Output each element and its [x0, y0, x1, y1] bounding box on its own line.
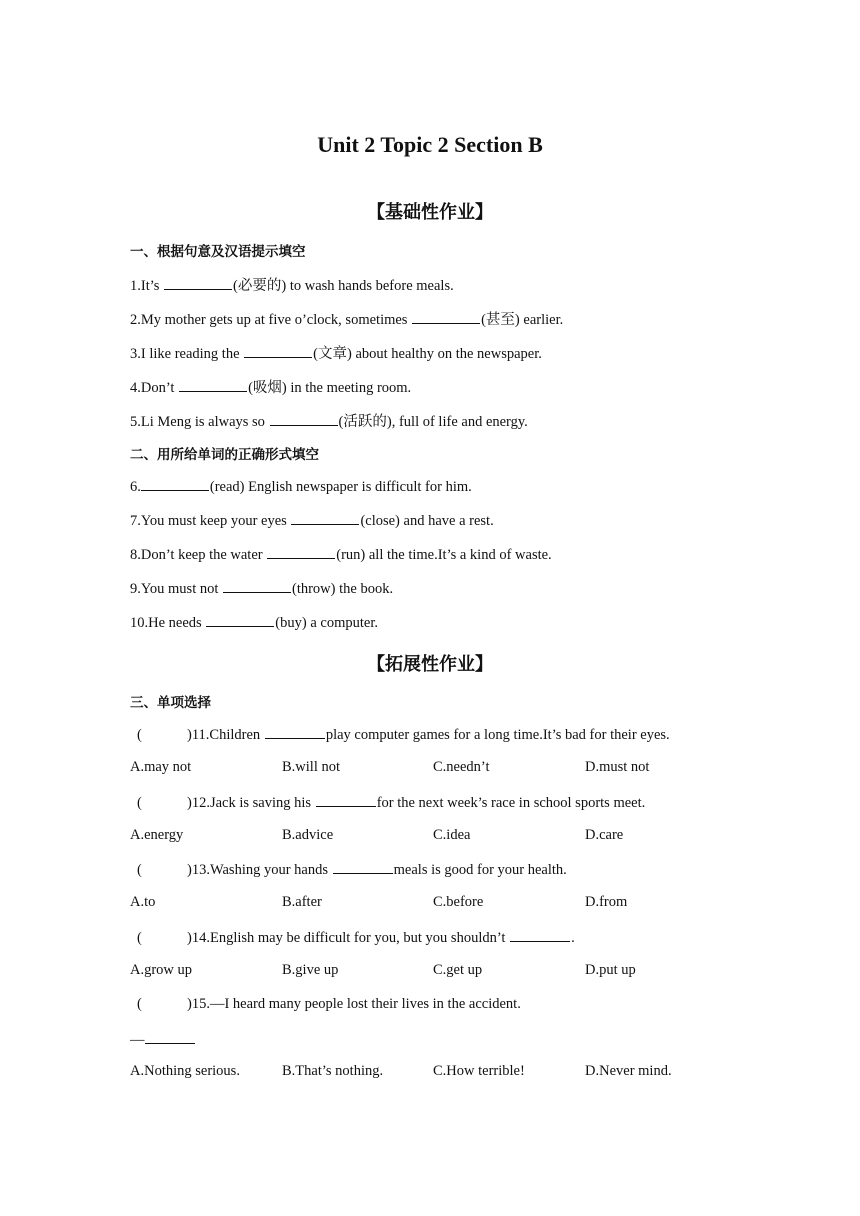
- fill-item-9: 9.You must not (throw) the book.: [130, 581, 394, 597]
- fill-item-5: 5.Li Meng is always so (活跃的), full of life and energy.: [130, 414, 528, 430]
- question-14: ( )14.English may be difficult for you, but you shouldn’t .: [137, 930, 575, 946]
- option-a[interactable]: A.Nothing serious.: [130, 1063, 240, 1079]
- question-15: ( )15.—I heard many people lost their lives in the accident.: [137, 996, 521, 1012]
- answer-blank[interactable]: [244, 344, 312, 358]
- option-b[interactable]: B.That’s nothing.: [282, 1063, 384, 1079]
- answer-blank[interactable]: [267, 545, 335, 559]
- section-extended-heading: 【拓展性作业】: [367, 654, 493, 675]
- option-b[interactable]: B.give up: [282, 962, 339, 978]
- option-d[interactable]: D.must not: [585, 759, 650, 775]
- option-c[interactable]: C.idea: [433, 827, 471, 843]
- answer-blank[interactable]: [291, 511, 359, 525]
- answer-paren[interactable]: (: [137, 930, 142, 946]
- option-b[interactable]: B.advice: [282, 827, 334, 843]
- fill-item-3: 3.I like reading the (文章) about healthy on the newspaper.: [130, 346, 542, 362]
- option-c[interactable]: C.before: [433, 894, 484, 910]
- answer-blank[interactable]: [141, 477, 209, 491]
- option-a[interactable]: A.energy: [130, 827, 184, 843]
- part3-heading: 三、单项选择: [130, 695, 211, 711]
- answer-blank[interactable]: [179, 378, 247, 392]
- option-d[interactable]: D.Never mind.: [585, 1063, 672, 1079]
- answer-paren[interactable]: (: [137, 727, 142, 743]
- fill-item-2: 2.My mother gets up at five o’clock, sometimes (甚至) earlier.: [130, 312, 564, 328]
- answer-blank[interactable]: [316, 793, 376, 807]
- answer-paren[interactable]: (: [137, 996, 142, 1012]
- option-b[interactable]: B.after: [282, 894, 322, 910]
- option-a[interactable]: A.may not: [130, 759, 192, 775]
- answer-blank[interactable]: [223, 579, 291, 593]
- part2-heading: 二、用所给单词的正确形式填空: [130, 447, 319, 463]
- answer-blank[interactable]: [510, 928, 570, 942]
- question-11: ( )11.Children play computer games for a long time.It’s bad for their eyes.: [137, 727, 670, 743]
- option-c[interactable]: C.How terrible!: [433, 1063, 525, 1079]
- fill-item-7: 7.You must keep your eyes (close) and have a rest.: [130, 513, 494, 529]
- option-a[interactable]: A.grow up: [130, 962, 193, 978]
- fill-item-4: 4.Don’t (吸烟) in the meeting room.: [130, 380, 412, 396]
- option-b[interactable]: B.will not: [282, 759, 341, 775]
- reply-line-15: —: [130, 1030, 195, 1049]
- answer-paren[interactable]: (: [137, 795, 142, 811]
- fill-item-10: 10.He needs (buy) a computer.: [130, 615, 378, 631]
- option-a[interactable]: A.to: [130, 894, 156, 910]
- part1-heading: 一、根据句意及汉语提示填空: [130, 244, 306, 260]
- fill-item-6: 6. (read) English newspaper is difficult for him.: [130, 479, 472, 495]
- answer-paren[interactable]: (: [137, 862, 142, 878]
- section-basic-heading: 【基础性作业】: [367, 202, 493, 223]
- answer-blank[interactable]: [270, 412, 338, 426]
- answer-blank[interactable]: [145, 1030, 195, 1044]
- option-d[interactable]: D.care: [585, 827, 624, 843]
- answer-blank[interactable]: [265, 725, 325, 739]
- option-d[interactable]: D.put up: [585, 962, 636, 978]
- option-c[interactable]: C.get up: [433, 962, 483, 978]
- answer-blank[interactable]: [333, 860, 393, 874]
- question-13: ( )13.Washing your hands meals is good for your health.: [137, 862, 567, 878]
- fill-item-8: 8.Don’t keep the water (run) all the time.It’s a kind of waste.: [130, 547, 552, 563]
- answer-blank[interactable]: [206, 613, 274, 627]
- option-c[interactable]: C.needn’t: [433, 759, 490, 775]
- page-title: Unit 2 Topic 2 Section B: [317, 132, 543, 157]
- answer-blank[interactable]: [412, 310, 480, 324]
- question-12: ( )12.Jack is saving his for the next week’s race in school sports meet.: [137, 795, 646, 811]
- option-d[interactable]: D.from: [585, 894, 628, 910]
- fill-item-1: 1.It’s (必要的) to wash hands before meals.: [130, 278, 454, 294]
- answer-blank[interactable]: [164, 276, 232, 290]
